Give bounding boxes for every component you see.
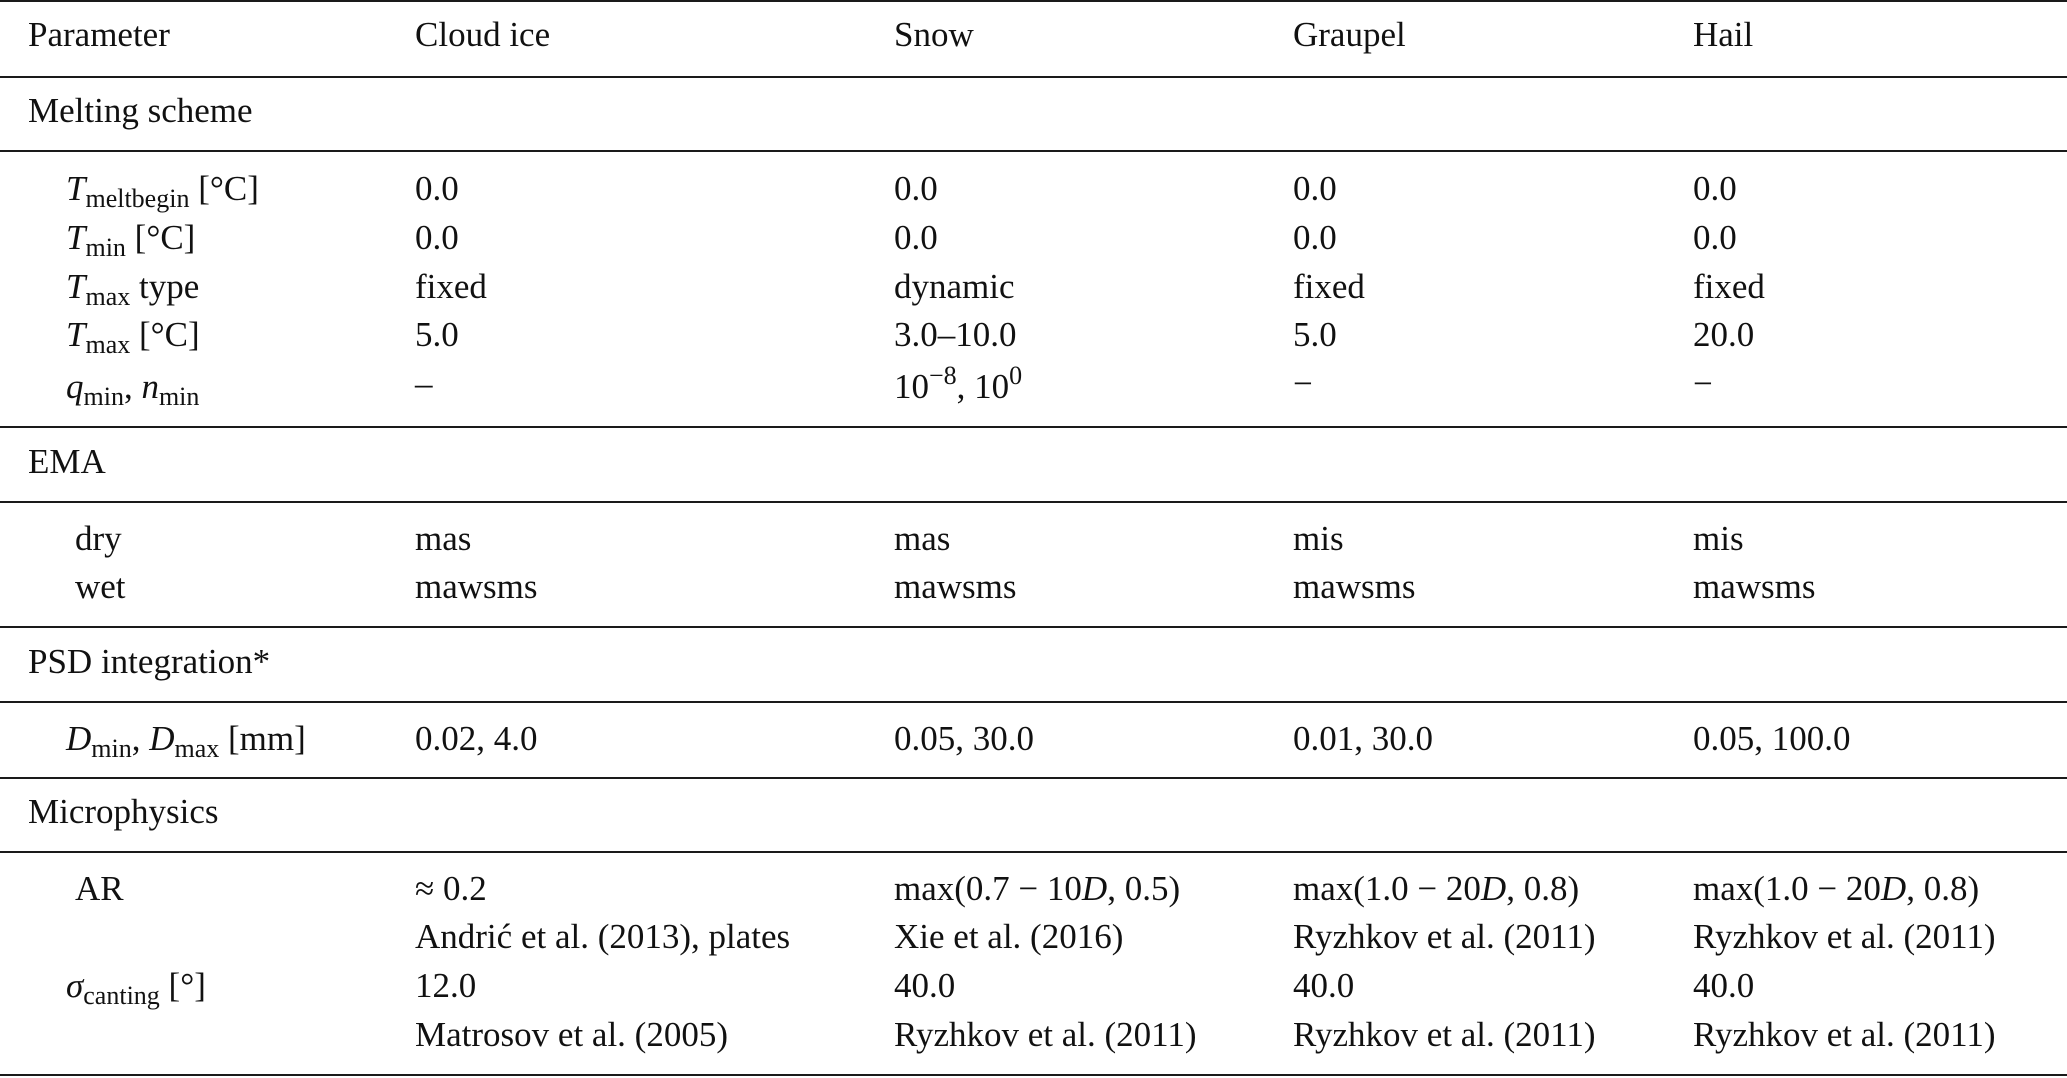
section-title-microphysics: Microphysics bbox=[28, 792, 219, 831]
cell-graupel: 40.0 bbox=[1293, 966, 1355, 1005]
header-rule bbox=[0, 76, 2067, 78]
cell-cloud-ice: ≈ 0.2 bbox=[415, 869, 487, 908]
row-label-t-meltbegin: $T_{meltbegin}$ [°C] bbox=[66, 169, 259, 213]
section-title-psd: PSD integration* bbox=[28, 642, 271, 681]
cell-cloud-ice: 0.0 bbox=[415, 169, 459, 208]
header-cloud-ice: Cloud ice bbox=[415, 15, 551, 54]
cell-cloud-ice: mawsms bbox=[415, 567, 538, 606]
cell-snow: mawsms bbox=[894, 567, 1017, 606]
row-label-sigma-canting: $\sigma_{canting}$ [°] bbox=[66, 966, 206, 1010]
section-title-melting: Melting scheme bbox=[28, 91, 253, 130]
cell-cloud-ice: mas bbox=[415, 519, 472, 558]
cell-snow-ref: Xie et al. (2016) bbox=[894, 917, 1124, 956]
cell-cloud-ice: 5.0 bbox=[415, 315, 459, 354]
cell-snow: 3.0–10.0 bbox=[894, 315, 1017, 354]
row-label-t-max: $T_{max}$ [°C] bbox=[66, 315, 200, 359]
row-label-wet: wet bbox=[75, 567, 126, 606]
header-graupel: Graupel bbox=[1293, 15, 1406, 54]
cell-hail-ref: Ryzhkov et al. (2011) bbox=[1693, 1015, 1996, 1054]
cell-hail: 0.05, 100.0 bbox=[1693, 719, 1851, 758]
cell-graupel-ref: Ryzhkov et al. (2011) bbox=[1293, 917, 1596, 956]
micro-title-rule bbox=[0, 851, 2067, 853]
row-label-d-range: $D_{min}$, $D_{max}$ [mm] bbox=[66, 719, 306, 763]
psd-end-rule bbox=[0, 777, 2067, 779]
cell-hail: − bbox=[1693, 364, 1713, 403]
melting-end-rule bbox=[0, 426, 2067, 428]
cell-graupel-ref: Ryzhkov et al. (2011) bbox=[1293, 1015, 1596, 1054]
cell-cloud-ice: 0.02, 4.0 bbox=[415, 719, 538, 758]
cell-snow: max(0.7 − 10D, 0.5) bbox=[894, 869, 1181, 908]
table-bottom-rule bbox=[0, 1074, 2067, 1076]
header-parameter: Parameter bbox=[28, 15, 170, 54]
cell-cloud-ice: fixed bbox=[415, 267, 487, 306]
row-label-t-max-type: $T_{max}$ type bbox=[66, 267, 200, 311]
cell-hail: 20.0 bbox=[1693, 315, 1755, 354]
cell-graupel: fixed bbox=[1293, 267, 1365, 306]
section-title-ema: EMA bbox=[28, 442, 106, 481]
table-top-rule bbox=[0, 0, 2067, 2]
cell-hail: max(1.0 − 20D, 0.8) bbox=[1693, 869, 1980, 908]
cell-snow: mas bbox=[894, 519, 951, 558]
cell-hail: 0.0 bbox=[1693, 218, 1737, 257]
cell-graupel: mis bbox=[1293, 519, 1344, 558]
cell-snow: dynamic bbox=[894, 267, 1015, 306]
psd-title-rule bbox=[0, 701, 2067, 703]
cell-cloud-ice: – bbox=[415, 364, 433, 403]
cell-cloud-ice-ref: Andrić et al. (2013), plates bbox=[415, 917, 791, 956]
header-snow: Snow bbox=[894, 15, 974, 54]
ema-title-rule bbox=[0, 501, 2067, 503]
cell-cloud-ice-ref: Matrosov et al. (2005) bbox=[415, 1015, 728, 1054]
row-label-ar: AR bbox=[75, 869, 124, 908]
cell-hail-ref: Ryzhkov et al. (2011) bbox=[1693, 917, 1996, 956]
cell-graupel: 0.01, 30.0 bbox=[1293, 719, 1433, 758]
cell-cloud-ice: 0.0 bbox=[415, 218, 459, 257]
cell-snow-ref: Ryzhkov et al. (2011) bbox=[894, 1015, 1197, 1054]
cell-graupel: 0.0 bbox=[1293, 169, 1337, 208]
cell-graupel: 5.0 bbox=[1293, 315, 1337, 354]
header-hail: Hail bbox=[1693, 15, 1754, 54]
cell-snow: 40.0 bbox=[894, 966, 956, 1005]
row-label-t-min: $T_{min}$ [°C] bbox=[66, 218, 196, 262]
cell-cloud-ice: 12.0 bbox=[415, 966, 477, 1005]
ema-end-rule bbox=[0, 626, 2067, 628]
cell-graupel: 0.0 bbox=[1293, 218, 1337, 257]
cell-snow: 0.0 bbox=[894, 218, 938, 257]
cell-graupel: mawsms bbox=[1293, 567, 1416, 606]
cell-hail: 40.0 bbox=[1693, 966, 1755, 1005]
row-label-dry: dry bbox=[75, 519, 122, 558]
cell-hail: mis bbox=[1693, 519, 1744, 558]
melting-title-rule bbox=[0, 150, 2067, 152]
cell-graupel: − bbox=[1293, 364, 1313, 403]
cell-hail: mawsms bbox=[1693, 567, 1816, 606]
cell-snow: 0.0 bbox=[894, 169, 938, 208]
cell-graupel: max(1.0 − 20D, 0.8) bbox=[1293, 869, 1580, 908]
cell-snow: 0.05, 30.0 bbox=[894, 719, 1034, 758]
cell-hail: fixed bbox=[1693, 267, 1765, 306]
row-label-q-n-min: $q_{min}$, $n_{min}$ bbox=[66, 367, 200, 411]
cell-snow: $10^{-8}$, $10^0$ bbox=[894, 361, 1023, 406]
cell-hail: 0.0 bbox=[1693, 169, 1737, 208]
